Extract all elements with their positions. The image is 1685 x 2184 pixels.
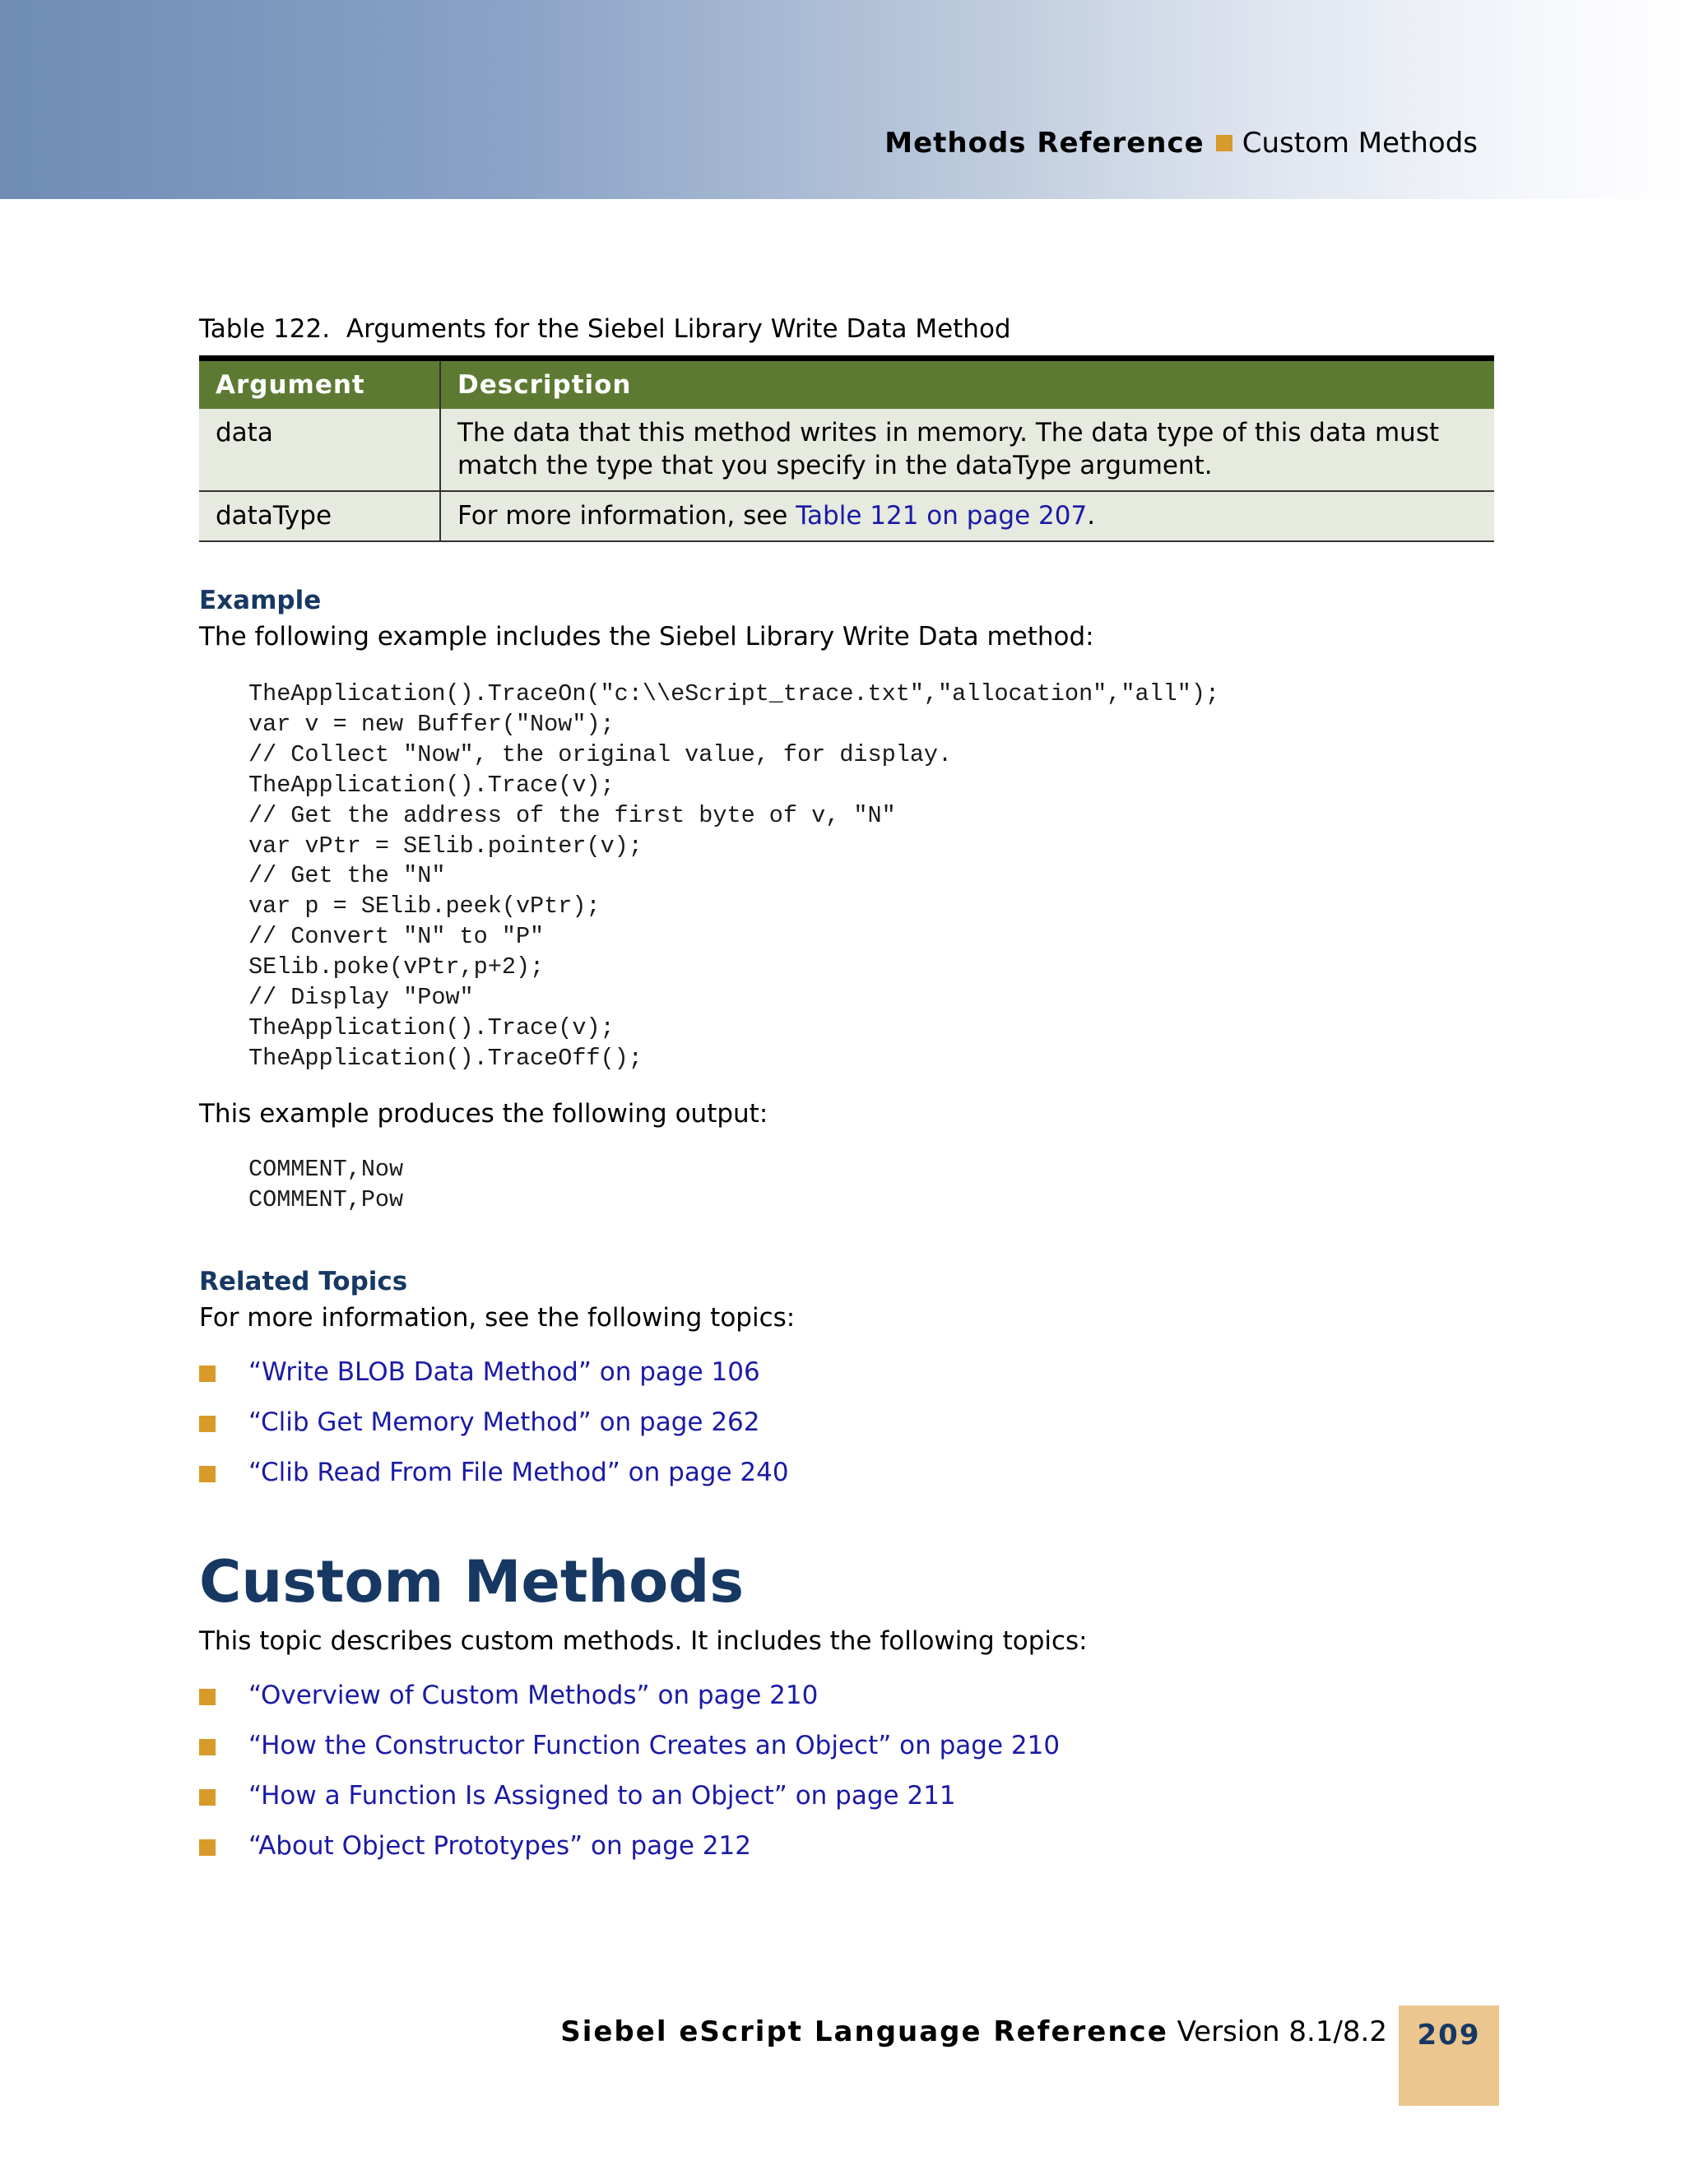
related-topics-intro: For more information, see the following topics:	[199, 1303, 796, 1333]
list-item	[199, 1733, 1060, 1783]
table-row	[199, 491, 1494, 541]
table-header-row	[199, 359, 1494, 410]
related-link[interactable]: “Write BLOB Data Method” on page 106	[248, 1357, 760, 1387]
related-link[interactable]: “Clib Read From File Method” on page 240	[248, 1458, 789, 1487]
bullet-square-icon	[199, 1789, 216, 1806]
list-item	[199, 1460, 789, 1510]
table-caption-number: Table 122.	[199, 314, 331, 344]
bullet-square-icon	[199, 1839, 216, 1856]
table-caption	[199, 314, 1011, 344]
bullet-square-icon	[199, 1739, 216, 1755]
related-link[interactable]: “Clib Get Memory Method” on page 262	[248, 1407, 760, 1437]
topic-link[interactable]: “How a Function Is Assigned to an Object” on page 211	[248, 1781, 956, 1811]
bullet-square-icon	[199, 1689, 216, 1705]
description-suffix: .	[1087, 501, 1096, 531]
argument-cell: data	[199, 409, 440, 491]
output-code-block: COMMENT,Now COMMENT,Pow	[248, 1156, 404, 1213]
arguments-table	[199, 355, 1494, 542]
related-topics-heading: Related Topics	[199, 1267, 408, 1296]
description-cell	[440, 409, 1494, 491]
description-cell	[440, 491, 1494, 541]
column-header-argument: Argument	[199, 359, 440, 410]
footer-version: Version 8.1/8.2	[1177, 2015, 1387, 2048]
argument-cell: dataType	[199, 491, 440, 541]
related-topics-list	[199, 1357, 789, 1510]
list-item	[199, 1407, 789, 1460]
example-heading: Example	[199, 586, 322, 615]
description-text: For more information, see	[457, 501, 796, 531]
table-row	[199, 409, 1494, 491]
example-code-block: TheApplication().TraceOn("c:\\eScript_trace.txt","allocation","all"); var v = new Buffer("Now"); // Collect "Now", the original value, for display. TheApplication().Trace(v); // Get the address of the first byte of v, "N" var vPtr = SElib.pointer(v); // Get the "N" var p = SElib.peek(vPtr); // Convert "N" to "P" SElib.poke(vPtr,p+2); // Display "Pow" TheApplication().Trace(v); TheApplication().TraceOff();	[248, 680, 1220, 1072]
list-item	[199, 1831, 1060, 1884]
description-line: match the type that you specify in the dataType argument.	[457, 451, 1213, 480]
page-number-box	[1399, 2005, 1499, 2106]
custom-methods-intro: This topic describes custom methods. It includes the following topics:	[199, 1626, 1088, 1656]
page-number: 209	[1417, 2019, 1481, 2052]
custom-methods-topics-list	[199, 1683, 1060, 1884]
header-square-icon	[1216, 135, 1232, 151]
example-intro: The following example includes the Siebel Library Write Data method:	[199, 622, 1094, 651]
header-subsection: Custom Methods	[1242, 127, 1478, 160]
description-line: The data that this method writes in memory. The data type of this data must	[457, 418, 1440, 447]
section-title: Custom Methods	[199, 1548, 745, 1616]
bullet-square-icon	[199, 1416, 216, 1432]
footer-book-title: Siebel eScript Language Reference	[560, 2015, 1168, 2048]
column-header-description: Description	[440, 359, 1494, 410]
topic-link[interactable]: “Overview of Custom Methods” on page 210	[248, 1681, 819, 1710]
table-caption-title: Arguments for the Siebel Library Write Data Method	[346, 314, 1011, 344]
topic-link[interactable]: “About Object Prototypes” on page 212	[248, 1831, 751, 1861]
bullet-square-icon	[199, 1366, 216, 1382]
topic-link[interactable]: “How the Constructor Function Creates an Object” on page 210	[248, 1731, 1061, 1760]
running-header	[884, 127, 1478, 160]
bullet-square-icon	[199, 1466, 216, 1482]
list-item	[199, 1783, 1060, 1834]
header-band	[0, 0, 1685, 199]
output-intro: This example produces the following output:	[199, 1099, 768, 1129]
header-section: Methods Reference	[884, 127, 1205, 160]
table-121-link[interactable]: Table 121 on page 207	[796, 501, 1088, 531]
list-item	[199, 1357, 789, 1410]
footer	[560, 2015, 1387, 2048]
list-item	[199, 1683, 1060, 1733]
